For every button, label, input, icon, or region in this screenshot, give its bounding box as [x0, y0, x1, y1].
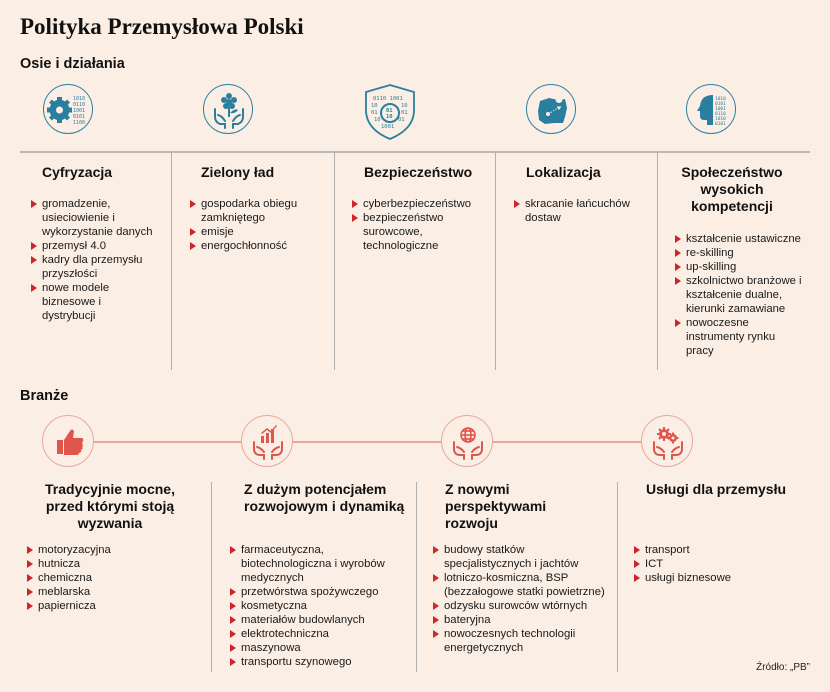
globe-hands-icon [441, 415, 493, 467]
source-note: Źródło: „PB” [756, 662, 810, 673]
list-item: bezpieczeństwo surowcowe, technologiczne [351, 211, 491, 253]
branch-title-uslugi: Usługi dla przemysłu [646, 481, 787, 497]
svg-text:1001: 1001 [715, 107, 726, 112]
axis-title-lokalizacja: Lokalizacja [526, 164, 601, 180]
head-data-icon [686, 84, 736, 134]
list-item: kadry dla przemysłu przyszłości [30, 253, 154, 281]
svg-text:01: 01 [386, 108, 393, 114]
gears-hands-icon [641, 415, 693, 467]
list-item: farmaceutyczna, biotechnologiczna i wyrobów medycznych [229, 543, 409, 585]
branches-section-label: Branże [20, 388, 69, 404]
list-item: transport [633, 543, 803, 557]
svg-text:1010: 1010 [73, 96, 86, 102]
svg-text:1010: 1010 [715, 117, 726, 122]
list-item: papiernicza [26, 599, 196, 613]
axis-list-lokalizacja [513, 197, 648, 225]
list-item: lotniczo-kosmiczna, BSP (bezzałogowe statki powietrzne) [432, 571, 607, 599]
axis-title-bezpieczenstwo: Bezpieczeństwo [364, 164, 473, 180]
svg-text:10: 10 [374, 117, 381, 123]
svg-text:0110: 0110 [715, 112, 726, 117]
svg-text:10: 10 [401, 103, 408, 109]
list-item: odzysku surowców wtórnych [432, 599, 607, 613]
list-item: przemysł 4.0 [30, 239, 154, 253]
svg-text:1010: 1010 [715, 97, 726, 102]
list-item: motoryzacyjna [26, 543, 196, 557]
branch-title-perspektywy: Z nowymi perspektywami rozwoju [445, 481, 547, 531]
svg-text:0110: 0110 [73, 102, 86, 108]
svg-text:1001: 1001 [381, 124, 395, 130]
axis-list-spoleczenstwo [674, 232, 804, 358]
page-title: Polityka Przemysłowa Polski [20, 14, 304, 39]
axes-section-label: Osie i działania [20, 56, 125, 72]
branches-line [68, 441, 668, 443]
svg-text:0110 1001: 0110 1001 [373, 96, 403, 102]
axes-divider-3 [495, 152, 496, 370]
list-item: gromadzenie, usieciowienie i wykorzystanie danych [30, 197, 154, 239]
list-item: re-skilling [674, 246, 804, 260]
digital-gear-icon [43, 84, 93, 134]
svg-text:0101: 0101 [715, 102, 726, 107]
list-item: przetwórstwa spożywczego [229, 585, 409, 599]
axes-divider-4 [657, 152, 658, 370]
axes-divider-2 [334, 152, 335, 370]
list-item: bateryjna [432, 613, 607, 627]
list-item: usługi biznesowe [633, 571, 803, 585]
list-item: szkolnictwo branżowe i kształcenie dualne, kierunki zamawiane [674, 274, 804, 316]
branch-list-potencjal [229, 543, 409, 669]
branch-title-potencjal: Z dużym potencjałem rozwojowym i dynamiką [244, 481, 405, 514]
branch-list-uslugi [633, 543, 803, 585]
list-item: gospodarka obiegu zamkniętego [189, 197, 324, 225]
list-item: emisje [189, 225, 324, 239]
list-item: energochłonność [189, 239, 324, 253]
axis-title-spoleczenstwo: Społeczeństwo wysokich kompetencji [681, 164, 783, 214]
list-item: nowe modele biznesowe i dystrybucji [30, 281, 154, 323]
axis-title-cyfryzacja: Cyfryzacja [42, 164, 113, 180]
branch-list-tradycyjne [26, 543, 196, 613]
list-item: kształcenie ustawiczne [674, 232, 804, 246]
svg-text:1001: 1001 [73, 108, 86, 114]
thumbs-up-icon [42, 415, 94, 467]
svg-text:10: 10 [386, 114, 393, 120]
svg-text:01: 01 [371, 110, 378, 116]
list-item: budowy statków specjalistycznych i jachtów [432, 543, 607, 571]
list-item: cyberbezpieczeństwo [351, 197, 491, 211]
list-item: kosmetyczna [229, 599, 409, 613]
svg-text:0101: 0101 [715, 122, 726, 127]
list-item: nowoczesnych technologii energetycznych [432, 627, 607, 655]
list-item: elektrotechniczna [229, 627, 409, 641]
binary-shield-icon [361, 82, 419, 142]
list-item: meblarska [26, 585, 196, 599]
svg-text:10: 10 [371, 103, 378, 109]
list-item: maszynowa [229, 641, 409, 655]
list-item: hutnicza [26, 557, 196, 571]
growth-chart-hands-icon [241, 415, 293, 467]
axis-title-zielony-lad: Zielony ład [201, 164, 275, 180]
axis-list-cyfryzacja [30, 197, 154, 323]
svg-text:1100: 1100 [73, 120, 86, 126]
branches-divider-3 [617, 482, 618, 672]
svg-text:01: 01 [401, 110, 408, 116]
list-item: nowoczesne instrumenty rynku pracy [674, 316, 804, 358]
branch-title-tradycyjne: Tradycyjnie mocne, przed którymi stoją wyzwania [45, 481, 175, 531]
list-item: skracanie łańcuchów dostaw [513, 197, 648, 225]
list-item: up-skilling [674, 260, 804, 274]
svg-text:01: 01 [398, 117, 405, 123]
list-item: transportu szynowego [229, 655, 409, 669]
axes-divider-1 [171, 152, 172, 370]
branch-list-perspektywy [432, 543, 607, 655]
svg-text:0101: 0101 [73, 114, 86, 120]
list-item: materiałów budowlanych [229, 613, 409, 627]
list-item: ICT [633, 557, 803, 571]
axis-list-bezpieczenstwo [351, 197, 491, 253]
map-location-icon [526, 84, 576, 134]
branches-divider-2 [416, 482, 417, 672]
branches-divider-1 [211, 482, 212, 672]
axes-line [20, 151, 810, 153]
list-item: chemiczna [26, 571, 196, 585]
axis-list-zielony-lad [189, 197, 324, 253]
plant-hands-icon [203, 84, 253, 134]
